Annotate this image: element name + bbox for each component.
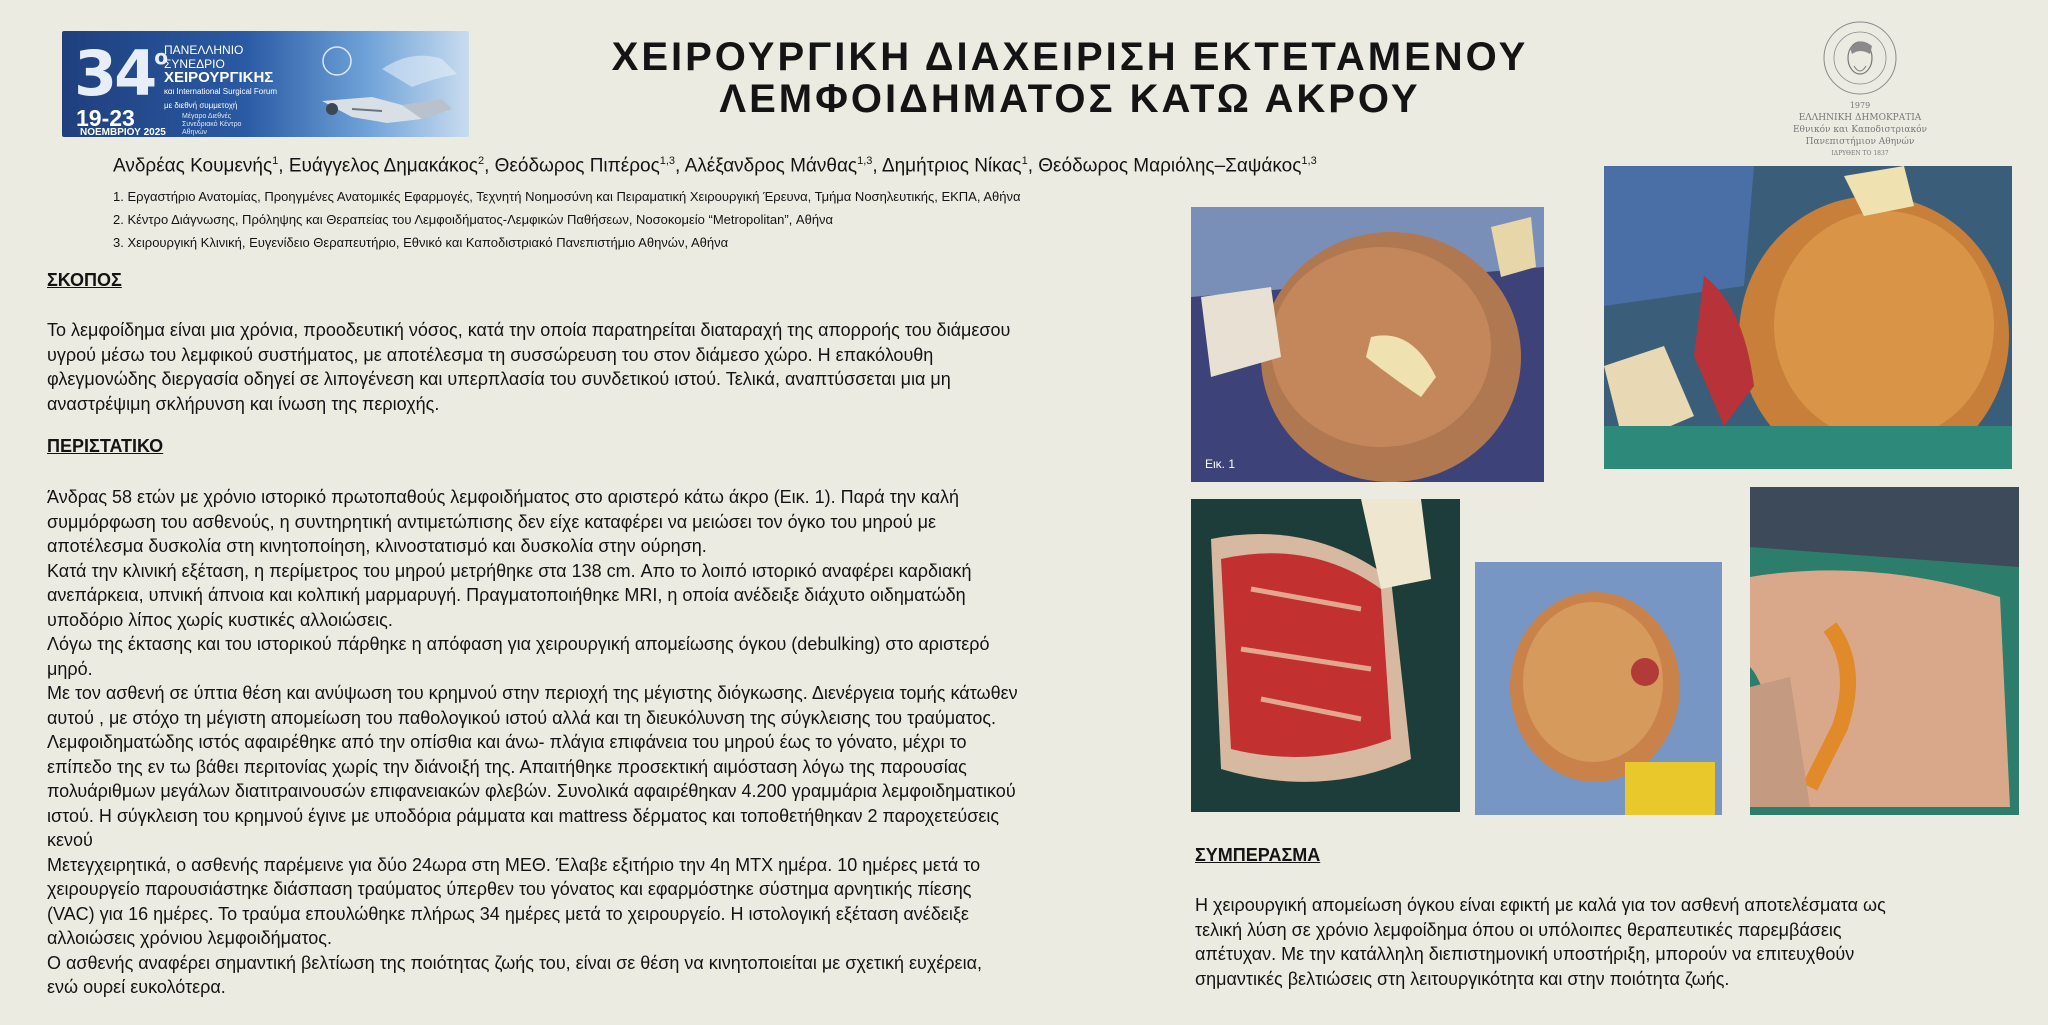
banner-title: ΠΑΝΕΛΛΗΝΙΟ ΣΥΝΕΔΡΙΟ ΧΕΙΡΟΥΡΓΙΚΗΣ και International Surgical Forum με διεθνή συμμετοχή — [164, 43, 278, 110]
university-seal-icon — [1820, 18, 1900, 98]
aim-heading: ΣΚΟΠΟΣ — [47, 270, 122, 290]
aim-paragraph: Το λεμφοίδημα είναι μια χρόνια, προοδευτική νόσος, κατά την οποία παρατηρείται διαταραχή της απορροής του διάμεσου υγρού μέσω του λεμφικού συστήματος, με αποτέλεσμα τη συσσώρευση του στον διάμεσο χώρο. Η επακόλουθη φλεγμονώδης διεργασία οδηγεί σε λιπογένεση και υπερπλασία του συνδετικού ιστού. Τελικά, αναπτύσσεται μια μη αναστρέψιμη σκλήρυνση και ίνωση της περιοχής. — [47, 320, 1011, 414]
robotic-hand-icon — [292, 39, 467, 131]
surgical-photo-4 — [1475, 562, 1722, 815]
case-heading: ΠΕΡΙΣΤΑΤΙΚΟ — [47, 436, 164, 456]
conclusion-paragraph: Η χειρουργική απομείωση όγκου είναι εφικτή με καλά για τον ασθενή αποτελέσματα ως τελική λύση σε χρόνιο λεμφοίδημα όπου οι υπόλοιπες θεραπευτικές παρεμβάσεις απέτυχαν. Με την κατάλληλη διεπιστημονική υποστήριξη, μπορούν να επιτευχθούν σημαντικές βελτιώσεις στη λειτουργικότητα και στην ποιότητα ζωής. — [1195, 895, 1886, 989]
banner-venue: Μέγαρο Διεθνές Συνεδριακό Κέντρο Αθηνών — [182, 113, 242, 136]
surgical-photo-2 — [1604, 166, 2012, 469]
surgical-photo-5 — [1750, 487, 2019, 815]
conference-banner — [62, 31, 469, 137]
affiliation-2: 2. Κέντρο Διάγνωσης, Πρόληψης και Θεραπείας του Λεμφοιδήματος-Λεμφικών Παθήσεων, Νοσοκομείο “Metropolitan”, Αθήνα — [113, 212, 834, 227]
conclusion-heading: ΣΥΜΠΕΡΑΣΜΑ — [1195, 845, 1321, 865]
surgical-photo-3 — [1191, 499, 1460, 812]
poster-title: ΧΕΙΡΟΥΡΓΙΚΗ ΔΙΑΧΕΙΡΙΣΗ ΕΚΤΕΤΑΜΕΝΟΥ ΛΕΜΦΟΙΔΗΜΑΤΟΣ ΚΑΤΩ ΑΚΡΟΥ — [611, 35, 1529, 121]
author-list: Ανδρέας Κουμενής$^1$, Ευάγγελος Δημακάκος$^2$, Θεόδωρος Πιπέρος$^{1,3}$, Αλέξανδρος Μάνθας$^{1,3}$, Δημήτριος Νίκας$^1$, Θεόδωρος Μαριόλης–Σαψάκος$^{1,3}$ — [113, 155, 1317, 177]
affiliation-3: 3. Χειρουργική Κλινική, Ευγενίδειο Θεραπευτήριο, Εθνικό και Καποδιστριακό Πανεπιστήμιο Αθηνών, Αθήνα — [113, 235, 729, 250]
banner-month: ΝΟΕΜΒΡΙΟΥ 2025 — [80, 127, 166, 137]
affiliation-1: 1. Εργαστήριο Ανατομίας, Προηγμένες Ανατομικές Εφαρμογές, Τεχνητή Νοημοσύνη και Πειραματική Χειρουργική Έρευνα, Τμήμα Νοσηλευτικής, ΕΚΠΑ, Αθήνα — [113, 189, 1021, 204]
surgical-photo-1 — [1191, 207, 1544, 482]
banner-dates: 19-23 — [76, 105, 135, 131]
banner-number: $34^o$ — [74, 37, 169, 110]
figure-label: Εικ. 1 — [1205, 457, 1236, 471]
case-paragraph: Άνδρας 58 ετών με χρόνιο ιστορικό πρωτοπαθούς λεμφοιδήματος στο αριστερό κάτω άκρο (Εικ. 1). Παρά την καλή συμμόρφωση του ασθενούς, η συντηρητική αντιμετώπισης δεν είχε καταφέρει να μειώσει τον όγκο του μηρού με αποτέλεσμα δυσκολία στη κινητοποίηση, κλινοστατισμό και δυσκολία στην ούρηση. Κατά την κλινική εξέταση, η περίμετρος του μηρού μετρήθηκε στα 138 cm. Απο το λοιπό ιστορικό αναφέρει καρδιακή ανεπάρκεια, υπνική άπνοια και κολπική μαρμαρυγή. Πραγματοποιήθηκε MRI, η οποία ανέδειξε διάχυτο οιδηματώδη υποδόριο λίπος χωρίς κυστικές αλλοιώσεις. Λόγω της έκτασης και του ιστορικού πάρθηκε η απόφαση για χειρουργική απομείωσης όγκου (debulking) στο αριστερό μηρό. Με τον ασθενή σε ύπτια θέση και ανύψωση του κρημνού στην περιοχή της μέγιστης διόγκωσης. Διενέργεια τομής κάτωθεν αυτού , με στόχο τη μέγιστη απομείωση του παθολογικού ιστού αλλά και τη διευκόλυνση της σύγκλεισης του τραύματος. Λεμφοιδηματώδης ιστός αφαιρέθηκε από την οπίσθια και άνω- πλάγια επιφάνεια του μηρού έως το γόνατο, μέχρι το επίπεδο της εν τω βάθει περιτονίας χωρίς την διάνοιξή της. Απαιτήθηκε προσεκτική αιμόσταση λόγω της παρουσίας πολυάριθμων μεγάλων διατιτραινουσών επιφανειακών φλεβών. Συνολικά αφαιρέθηκαν 4.200 γραμμάρια λεμφοιδηματικού ιστού. Η σύγκλειση του κρημνού έγινε με υποδόρια ράμματα και mattress δέρματος και τοποθετήθηκαν 2 παροχετεύσεις κενού Μετεγχειρητικά, ο ασθενής παρέμεινε για δύο 24ωρα στη ΜΕΘ. Έλαβε εξιτήριο την 4η ΜΤΧ ημέρα. 10 ημέρες μετά το χειρουργείο παρουσιάστηκε διάσπαση τραύματος ύπερθεν του γόνατος και εφαρμόστηκε σύστημα αρνητικής πίεσης (VAC) για 16 ημέρες. Το τραύμα επουλώθηκε πλήρως 34 ημέρες μετά το χειρουργείο. Η ιστολογική εξέταση ανέδειξε αλλοιώσεις χρόνιου λεμφοιδήματος. Ο ασθενής αναφέρει σημαντική βελτίωση της ποιότητας ζωής του, είναι σε θέση να κινητοποιείται με σχετική ευχέρεια, ενώ ουρεί ευκολότερα. — [47, 487, 1018, 997]
university-logo: 1979 ΕΛΛΗΝΙΚΗ ΔΗΜΟΚΡΑΤΙΑ Εθνικόν και Καποδιστριακόν Πανεπιστήμιον Αθηνών ΙΔΡΥΘΕΝ ΤΟ 1837 — [1790, 18, 1930, 153]
